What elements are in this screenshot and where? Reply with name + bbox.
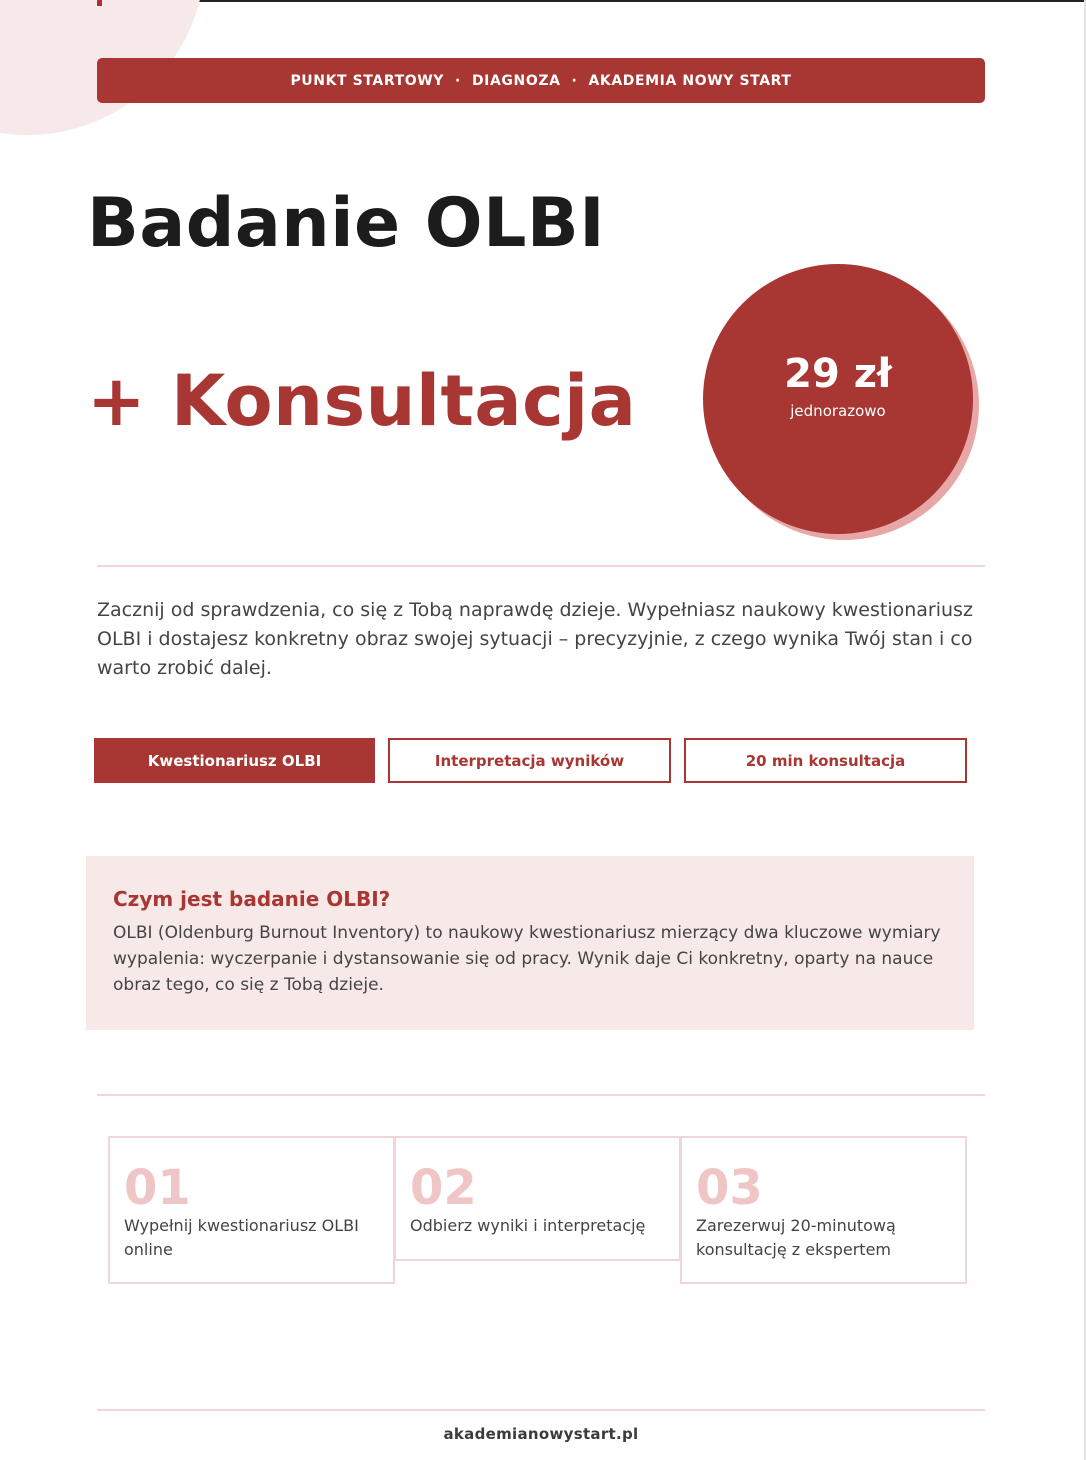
page-title: Badanie OLBI [87, 184, 606, 263]
banner-separator: · [571, 72, 578, 89]
step-card-2 [394, 1136, 681, 1261]
price-badge [703, 264, 973, 534]
intro-paragraph: Zacznij od sprawdzenia, co się z Tobą naprawdę dzieje. Wypełniasz naukowy kwestionariusz OLBI i dostajesz konkretny obraz swojej sytuacji – precyzyjnie, z czego wynika Twój stan i co warto zrobić dalej. [97, 599, 973, 679]
price-amount: 29 zł [784, 351, 892, 397]
divider [97, 1409, 985, 1411]
info-heading: Czym jest badanie OLBI? [113, 887, 391, 911]
step-number: 01 [124, 1160, 191, 1216]
info-box [86, 856, 974, 1030]
step-text: Odbierz wyniki i interpretację [410, 1216, 646, 1235]
decorative-tick [97, 0, 102, 6]
banner-separator: · [455, 72, 461, 89]
footer-website[interactable]: akademianowystart.pl [443, 1425, 639, 1443]
feature-chip-consultation: 20 min konsultacja [684, 738, 967, 783]
info-text: OLBI (Oldenburg Burnout Inventory) to naukowy kwestionariusz mierzący dwa kluczowe wymiary wypalenia: wyczerpanie i dystansowanie się od pracy. Wynik daje Ci konkretny, oparty na nauce obraz tego, co się z Tobą dzieje. [113, 923, 941, 995]
step-card-1 [108, 1136, 395, 1284]
banner-item-punkt-startowy: PUNKT STARTOWY [290, 72, 445, 89]
step-number: 02 [410, 1160, 477, 1216]
price-note: jednorazowo [790, 402, 886, 420]
top-banner [97, 58, 985, 103]
banner-item-diagnoza: DIAGNOZA [471, 72, 561, 89]
banner-item-akademia: AKADEMIA NOWY START [588, 72, 792, 89]
divider [97, 1094, 985, 1096]
page-subtitle: + Konsultacja [87, 360, 637, 442]
feature-chip-interpretation: Interpretacja wyników [388, 738, 671, 783]
step-card-3 [680, 1136, 967, 1284]
step-number: 03 [696, 1160, 763, 1216]
divider [97, 565, 985, 567]
step-text: Wypełnij kwestionariusz OLBI online [124, 1216, 359, 1259]
feature-chip-questionnaire: Kwestionariusz OLBI [94, 738, 375, 783]
step-text: Zarezerwuj 20-minutową konsultację z ekspertem [696, 1216, 896, 1259]
